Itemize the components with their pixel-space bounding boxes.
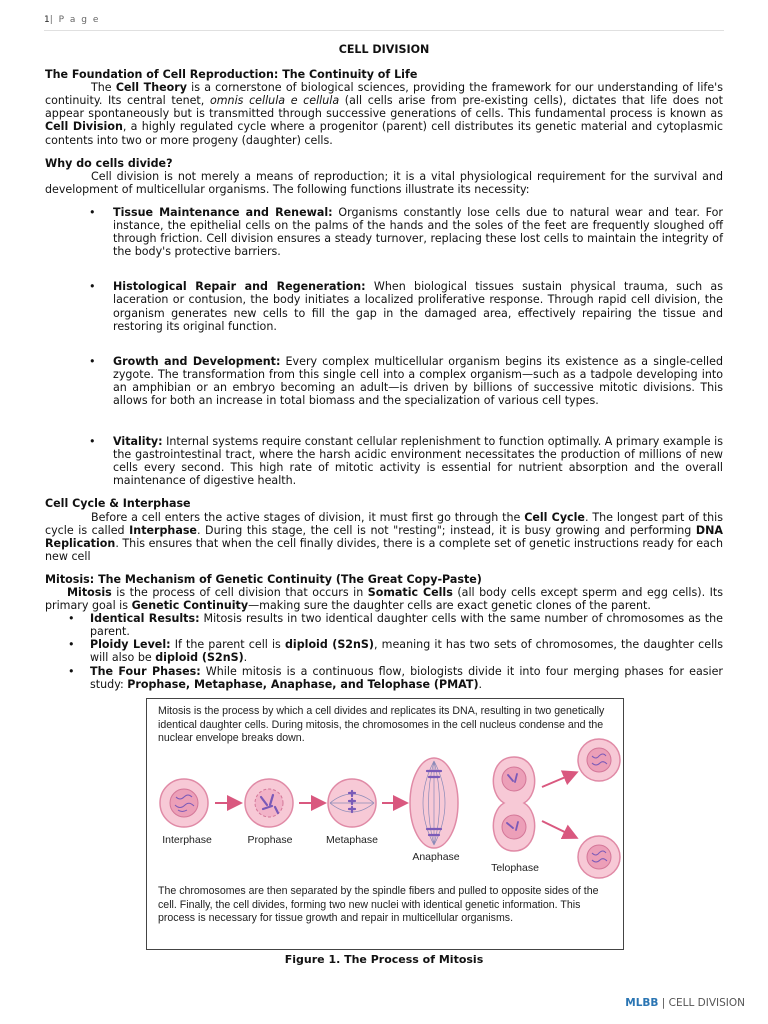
telophase-cell <box>493 757 534 851</box>
text-span: —making sure the daughter cells are exact genetic clones of the parent. <box>248 599 651 613</box>
list-item-label: Identical Results: <box>90 612 200 626</box>
document-body <box>45 43 723 691</box>
label-anaphase: Anaphase <box>412 851 460 863</box>
term-genetic-continuity: Genetic Continuity <box>131 599 249 613</box>
list-item-text: Organisms constantly lose cells due to natural wear and tear. For instance, the epithelial cells on the palms of the hands and the soles of the feet are frequently sloughed off through friction. Cell division ensures a steady turnover, replacing these lost cells to maintain the integrity of the body's protective barriers. <box>113 205 723 259</box>
text-span: . The longest part of this cycle is called <box>45 510 723 537</box>
term-cell-cycle: Cell Cycle <box>524 510 585 524</box>
page-footer <box>625 997 745 1009</box>
term-cell-division: Cell Division <box>45 120 123 134</box>
footer-separator: | <box>658 997 669 1009</box>
mitosis-figure <box>146 698 624 950</box>
term-cell-theory: Cell Theory <box>115 81 187 95</box>
list-item-text: . <box>478 677 483 691</box>
term-interphase: Interphase <box>129 523 197 537</box>
text-span: is a cornerstone of biological sciences, providing the framework for our understanding of life's continuity. Its central tenet, <box>45 81 723 108</box>
list-item <box>90 612 723 638</box>
page-label: | P a g e <box>49 15 100 25</box>
text-span: (all body cells except sperm and egg cells). Its primary goal is <box>45 586 724 613</box>
paragraph-cell-cycle <box>45 511 723 563</box>
list-item-text: Every complex multicellular organism begins its existence as a single-celled zygote. The transformation from this single cell into a complex organism—such as a tadpole developing into an amphibian or an embryo becoming an adult—is driven by billions of successive mitotic divisions. This allows for both an increase in total biomass and the specialization of various cell types. <box>113 354 723 407</box>
text-span: (all cells arise from pre-existing cells), dictates that life does not appear spontaneously but is transmitted through successive generations of cells. This fundamental process is known as <box>45 94 723 121</box>
arrow-icon <box>542 773 575 787</box>
section-heading-why: Why do cells divide? <box>45 156 173 170</box>
anaphase-cell <box>410 758 458 848</box>
list-item <box>90 638 723 664</box>
arrow-icon <box>542 821 575 837</box>
term-diploid: diploid (S2nS) <box>284 638 374 652</box>
list-item-text: Mitosis results in two identical daughter cells with the same number of chromosomes as the parent. <box>90 612 723 639</box>
list-item-text: While mitosis is a continuous flow, biologists divide it into four merging phases for easier study: <box>90 664 723 691</box>
latin-phrase: omnis cellula e cellula <box>209 94 340 108</box>
list-item-text: . <box>243 651 248 665</box>
paragraph-cell-theory <box>45 81 723 146</box>
list-item-label: Histological Repair and Regeneration: <box>113 280 366 294</box>
label-metaphase: Metaphase <box>326 834 378 846</box>
daughter-cell-top <box>578 739 620 781</box>
section-heading-foundation: The Foundation of Cell Reproduction: The Continuity of Life <box>45 68 418 82</box>
figure-caption: Figure 1. The Process of Mitosis <box>284 953 484 966</box>
list-item <box>90 665 723 691</box>
text-span: . This ensures that when the cell finally divides, there is a complete set of genetic instructions ready for each new cell <box>45 536 723 563</box>
document-title: CELL DIVISION <box>338 43 430 56</box>
list-item-text: Internal systems require constant cellular replenishment to function optimally. A primary example is the gastrointestinal tract, where the harsh acidic environment necessitates the production of millions of new cells every second. This high rate of mitotic activity is essential for nutrient absorption and the overall maintenance of digestive health. <box>113 435 723 488</box>
paragraph-why-intro: Cell division is not merely a means of reproduction; it is a vital physiological requirement for the survival and development of multicellular organisms. The following functions illustrate its necessity: <box>45 169 723 196</box>
prophase-cell <box>245 779 293 827</box>
metaphase-cell <box>328 779 376 827</box>
list-item-label: Growth and Development: <box>113 354 281 368</box>
list-item <box>113 280 723 332</box>
label-interphase: Interphase <box>162 834 212 846</box>
list-item-label: Tissue Maintenance and Renewal: <box>113 205 333 219</box>
list-item-label: Ploidy Level: <box>90 638 171 652</box>
page-header <box>44 15 100 25</box>
mitosis-facts-list <box>45 612 723 691</box>
reasons-list <box>45 206 723 488</box>
section-heading-mitosis: Mitosis: The Mechanism of Genetic Continuity (The Great Copy-Paste) <box>45 572 482 586</box>
list-item-text: If the parent cell is <box>170 638 285 652</box>
paragraph-mitosis <box>45 586 723 612</box>
text-span: . During this stage, the cell is not "resting"; instead, it is busy growing and performing <box>196 523 696 537</box>
footer-brand: MLBB <box>625 997 659 1009</box>
term-pmat: Prophase, Metaphase, Anaphase, and Telophase (PMAT) <box>127 677 479 691</box>
text-span: The <box>91 81 116 95</box>
text-span: is the process of cell division that occurs in <box>111 586 368 599</box>
term-mitosis: Mitosis <box>67 586 112 599</box>
daughter-cell-bottom <box>578 836 620 878</box>
list-item <box>113 206 723 258</box>
list-item <box>113 355 723 407</box>
list-item <box>113 435 723 487</box>
footer-topic: CELL DIVISION <box>668 997 745 1009</box>
text-span: , a highly regulated cycle where a progenitor (parent) cell distributes its genetic material and cytoplasmic contents into two or more progeny (daughter) cells. <box>45 120 723 147</box>
term-diploid: diploid (S2nS) <box>155 651 244 665</box>
figure-outro-text: The chromosomes are then separated by the spindle fibers and pulled to opposite sides of the cell. Finally, the cell divides, forming two new nuclei with identical genetic information. This process is necessary for tissue growth and repair in multicellular organisms. <box>158 885 599 924</box>
term-somatic-cells: Somatic Cells <box>367 586 453 599</box>
list-item-text: When biological tissues sustain physical trauma, such as laceration or contusion, the body initiates a localized proliferative response. Through rapid cell division, the organism generates new cells to fill the gap in the damaged area, effectively repairing the tissue and restoring its original function. <box>113 280 723 333</box>
page-number: 1 <box>44 15 50 25</box>
list-item-text: , meaning it has two sets of chromosomes, the daughter cells will also be <box>90 638 724 665</box>
term-dna-replication: DNA Replication <box>45 523 724 550</box>
section-heading-cell-cycle: Cell Cycle & Interphase <box>45 497 191 511</box>
interphase-cell <box>160 779 208 827</box>
text-span: Before a cell enters the active stages of division, it must first go through the <box>91 510 525 524</box>
label-prophase: Prophase <box>247 834 293 846</box>
label-telophase: Telophase <box>491 862 539 874</box>
list-item-label: The Four Phases: <box>90 664 201 678</box>
figure-intro-text: Mitosis is the process by which a cell divides and replicates its DNA, resulting in two genetically identical daughter cells. During mitosis, the chromosomes in the cell nucleus condense and the nuclear envelope breaks down. <box>158 705 605 744</box>
list-item-label: Vitality: <box>113 435 163 449</box>
header-rule <box>44 30 724 31</box>
